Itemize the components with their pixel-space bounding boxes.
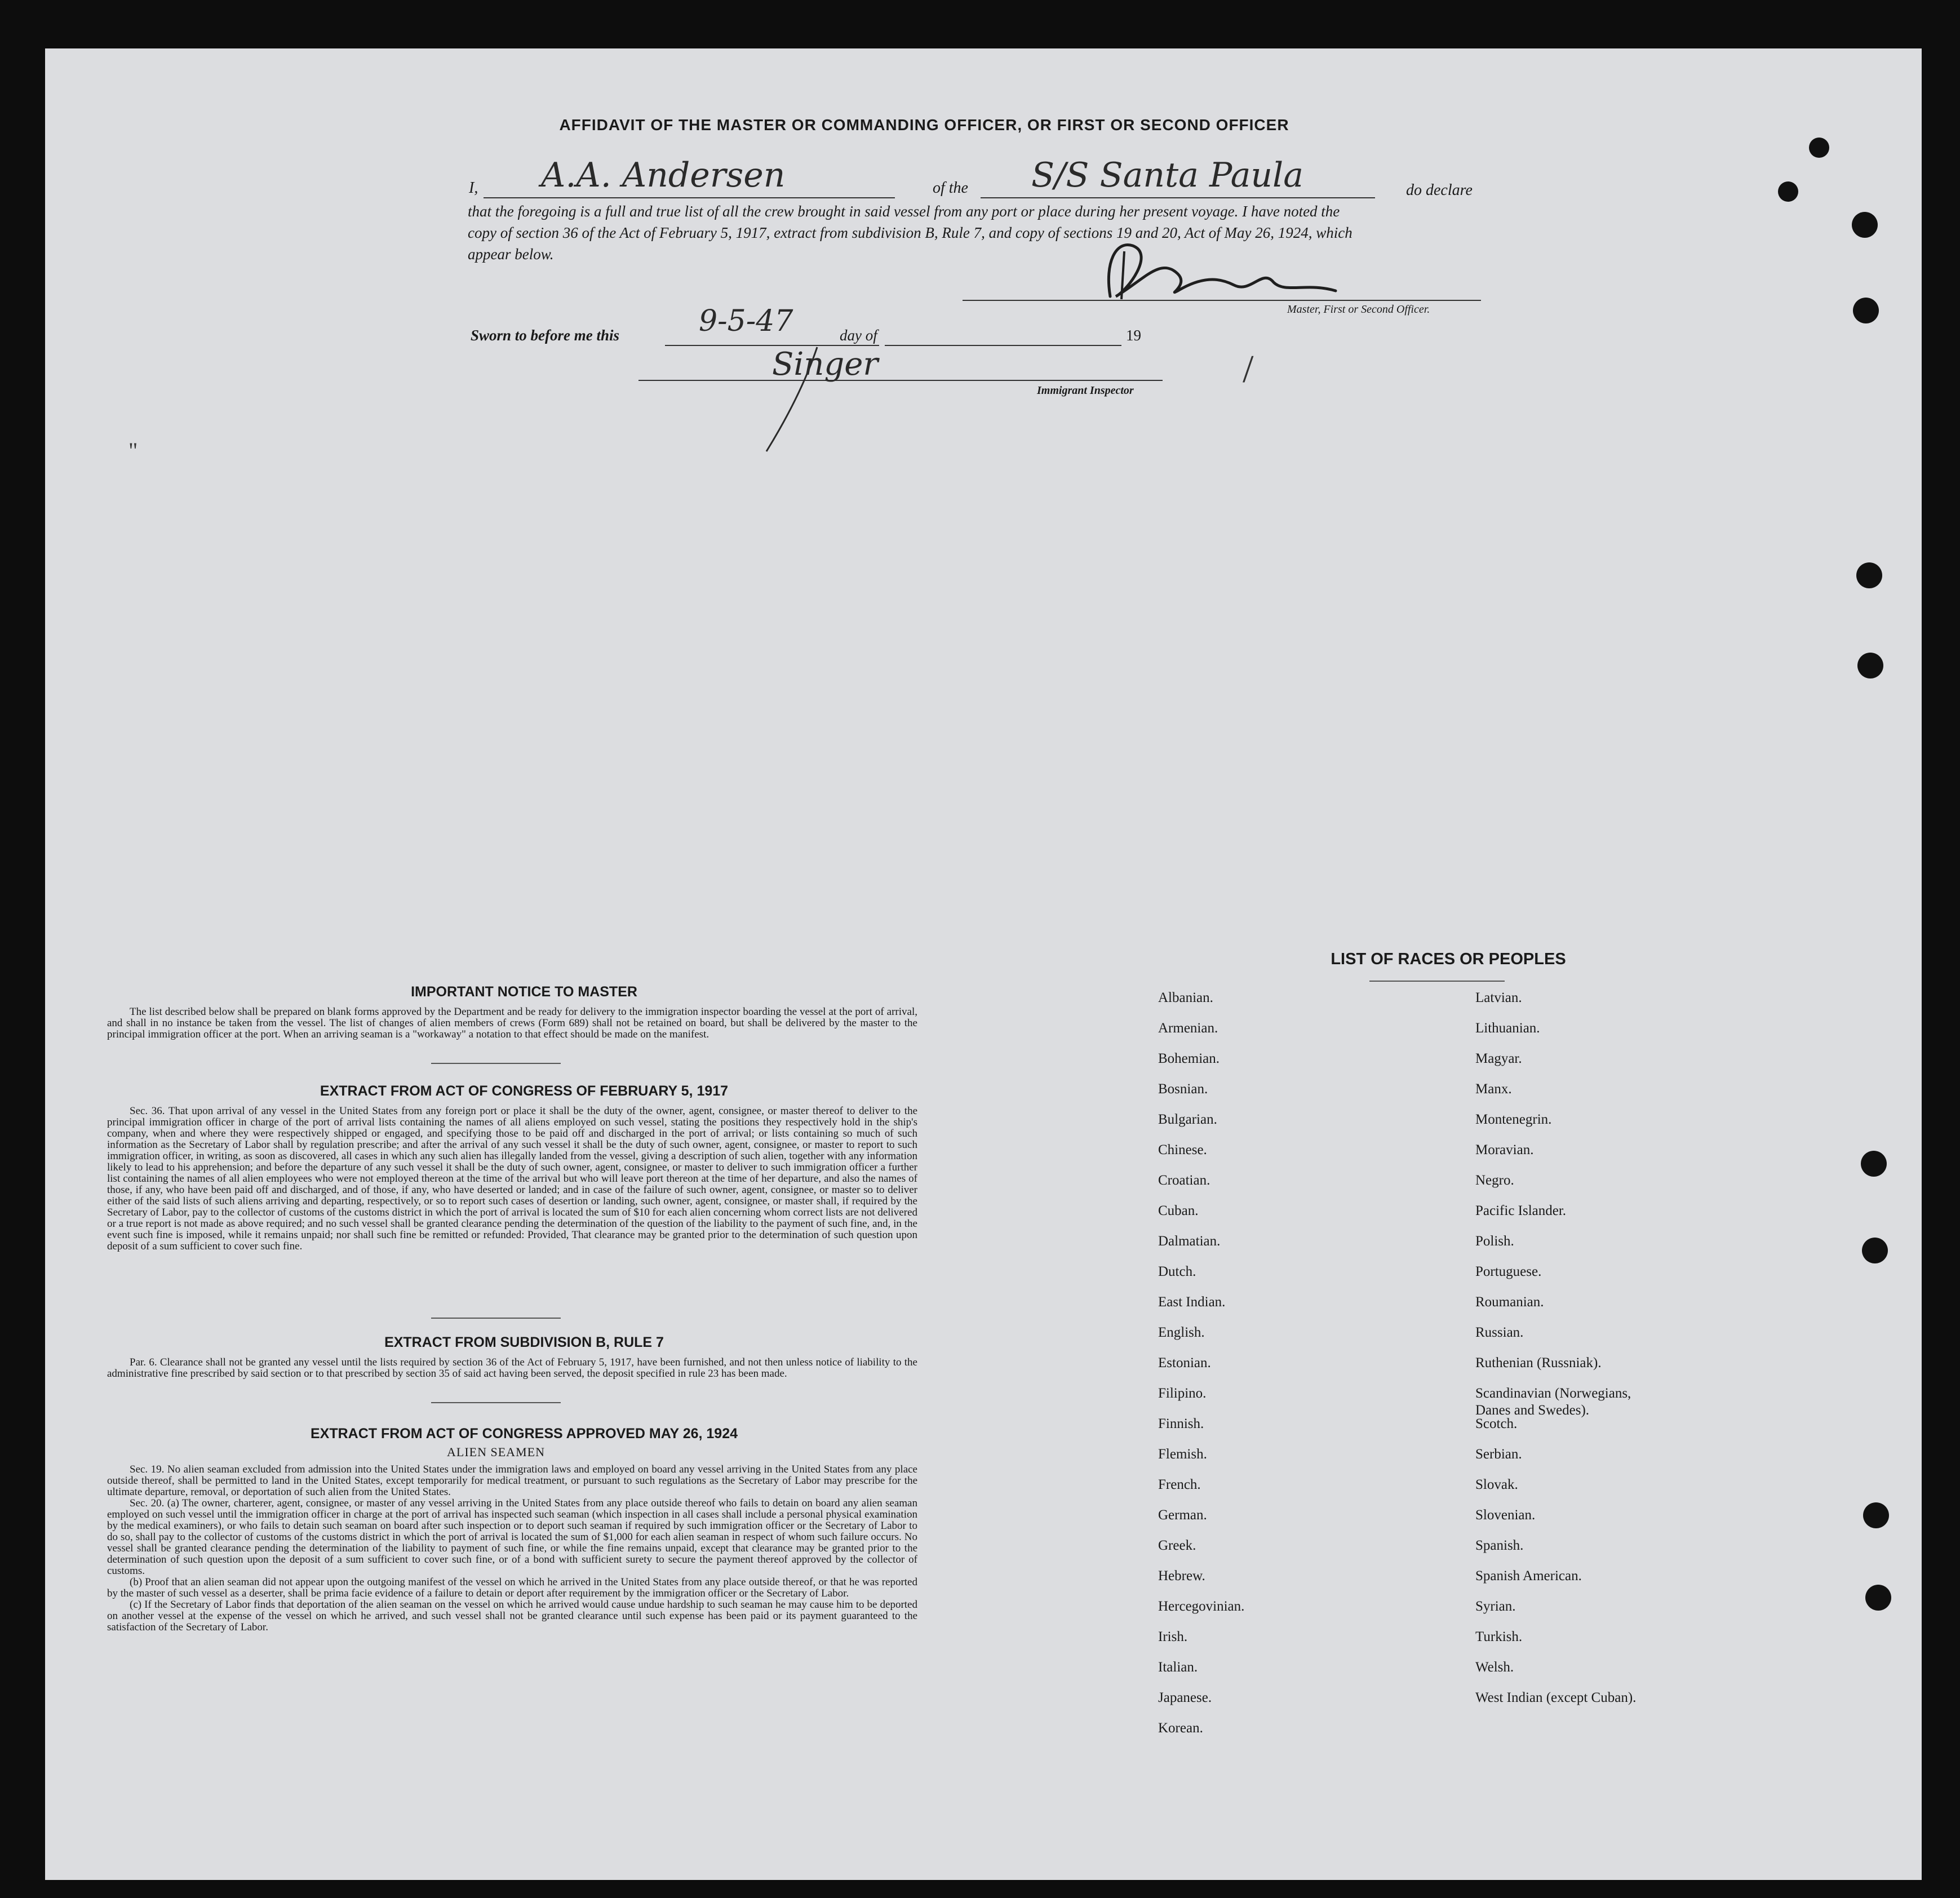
race-item: Dutch. xyxy=(1158,1264,1196,1279)
race-item: Cuban. xyxy=(1158,1203,1199,1218)
race-item: Russian. xyxy=(1475,1325,1524,1340)
race-item: Montenegrin. xyxy=(1475,1112,1552,1127)
race-item: Finnish. xyxy=(1158,1416,1204,1431)
do-declare-label: do declare xyxy=(1406,181,1473,199)
affidavit-title: AFFIDAVIT OF THE MASTER OR COMMANDING OFFICER, OR FIRST OR SECOND OFFICER xyxy=(559,116,1289,134)
race-item: Korean. xyxy=(1158,1720,1203,1736)
vessel-name-line xyxy=(981,197,1375,198)
race-item: Scandinavian (Norwegians, Danes and Swedes). xyxy=(1475,1386,1631,1418)
sworn-date: 9-5-47 xyxy=(699,304,793,338)
affidavit-line-4: appear below. xyxy=(468,246,554,263)
race-item: Bulgarian. xyxy=(1158,1112,1217,1127)
races-title: LIST OF RACES OR PEOPLES xyxy=(1331,950,1566,968)
punch-hole xyxy=(1857,653,1883,679)
punch-hole xyxy=(1861,1151,1887,1177)
affidavit-line-3: copy of section 36 of the Act of February 5, 1917, extract from subdivision B, Rule 7, and copy of sections 19 and 20, Act of May 26, 1924, which xyxy=(468,224,1353,241)
of-the-label: of the xyxy=(933,179,968,197)
sec-20b-text: (b) Proof that an alien seaman did not appear upon the outgoing manifest of the vessel on which he arrived in the United States from any place outside thereof, or that he was reported by the master of such vessel as a deserter, shall be prima facie evidence of a failure to detain or deport after requirement by the immigration officer or the Secretary of Labor. xyxy=(107,1576,917,1599)
race-item: German. xyxy=(1158,1507,1207,1523)
race-item: East Indian. xyxy=(1158,1294,1226,1310)
punch-hole xyxy=(1778,181,1798,202)
races-left-column xyxy=(1158,990,1440,1750)
race-item: Dalmatian. xyxy=(1158,1234,1221,1249)
punch-hole xyxy=(1863,1502,1889,1528)
race-item: Flemish. xyxy=(1158,1447,1207,1462)
race-item: Latvian. xyxy=(1475,990,1522,1005)
race-item: Japanese. xyxy=(1158,1690,1212,1705)
race-item: Hercegovinian. xyxy=(1158,1599,1245,1614)
race-item: Albanian. xyxy=(1158,990,1213,1005)
day-of-line xyxy=(885,345,1121,346)
i-label: I, xyxy=(469,179,478,197)
race-item: Spanish. xyxy=(1475,1538,1524,1553)
race-item: English. xyxy=(1158,1325,1205,1340)
inspector-label: Immigrant Inspector xyxy=(1037,384,1134,397)
punch-hole xyxy=(1862,1238,1888,1263)
officer-name-line xyxy=(484,197,895,198)
margin-quote-mark: " xyxy=(128,438,138,463)
inspector-signature: Singer xyxy=(772,346,879,383)
race-item: Scotch. xyxy=(1475,1416,1518,1431)
punch-hole xyxy=(1856,562,1882,588)
race-item: Slovenian. xyxy=(1475,1507,1536,1523)
inspector-signature-flourish xyxy=(755,342,823,454)
race-item: Negro. xyxy=(1475,1173,1514,1188)
race-item: Welsh. xyxy=(1475,1660,1514,1675)
races-separator xyxy=(1369,981,1505,982)
sworn-label: Sworn to before me this xyxy=(471,327,620,344)
extract-1924-title: EXTRACT FROM ACT OF CONGRESS APPROVED MAY 26, 1924 xyxy=(310,1426,738,1442)
punch-hole xyxy=(1809,138,1829,158)
punch-hole xyxy=(1865,1585,1891,1611)
race-item: Irish. xyxy=(1158,1629,1188,1644)
race-item: French. xyxy=(1158,1477,1201,1492)
master-label: Master, First or Second Officer. xyxy=(1287,303,1430,316)
race-item: Turkish. xyxy=(1475,1629,1523,1644)
race-item: Serbian. xyxy=(1475,1447,1522,1462)
rule-7-text: Par. 6. Clearance shall not be granted any vessel until the lists required by section 36 of the Act of February 5, 1917, have been furnished, and not then unless notice of liability to the administrative fine prescribed by said section or to that prescribed by section 35 of said act having been served, the deposit specified in rule 23 has been made. xyxy=(107,1356,917,1380)
notice-title: IMPORTANT NOTICE TO MASTER xyxy=(411,984,637,1000)
document-page xyxy=(45,48,1922,1880)
inspector-signature-line xyxy=(638,380,1163,381)
race-item: Filipino. xyxy=(1158,1386,1207,1401)
sec-19-text: Sec. 19. No alien seaman excluded from admission into the United States under the immigration laws and employed on board any vessel arriving in the United States from any place outside thereof, shall be permitted to land in the United States, except temporarily for medical treatment, or pursuant to such regulations as the Secretary of Labor may prescribe for the ultimate departure, removal, or deportation of such alien from the United States. xyxy=(107,1464,917,1498)
race-item: Roumanian. xyxy=(1475,1294,1544,1310)
notice-text: The list described below shall be prepared on blank forms approved by the Department and be ready for delivery to the immigration inspector boarding the vessel at the port of arrival, and shall in no instance be taken from the vessel. The list of changes of alien members of crews (Form 689) shall not be retained on board, but shall be delivered by the master to the principal immigration officer at the port. When an arriving seaman is a "workaway" a notation to that effect should be made on the manifest. xyxy=(107,1006,917,1040)
race-item: Bohemian. xyxy=(1158,1051,1220,1066)
officer-name: A.A. Andersen xyxy=(541,156,786,195)
extract-1924-subtitle: ALIEN SEAMEN xyxy=(447,1445,545,1459)
race-item: Manx. xyxy=(1475,1081,1512,1097)
extract-1917-separator xyxy=(431,1318,561,1319)
rule-7-title: EXTRACT FROM SUBDIVISION B, RULE 7 xyxy=(384,1334,664,1350)
rule-7-separator xyxy=(431,1402,561,1403)
race-item: Estonian. xyxy=(1158,1355,1211,1371)
punch-hole xyxy=(1853,298,1879,323)
vessel-name: S/S Santa Paula xyxy=(1031,156,1304,195)
punch-hole xyxy=(1852,212,1878,238)
race-item: Armenian. xyxy=(1158,1021,1218,1036)
race-item: Italian. xyxy=(1158,1660,1198,1675)
race-item: Greek. xyxy=(1158,1538,1196,1553)
race-item: Moravian. xyxy=(1475,1142,1534,1158)
day-of-label: day of xyxy=(840,327,877,344)
extract-1917-title: EXTRACT FROM ACT OF CONGRESS OF FEBRUARY 5, 1917 xyxy=(320,1083,729,1099)
race-item: West Indian (except Cuban). xyxy=(1475,1690,1637,1705)
race-item: Chinese. xyxy=(1158,1142,1207,1158)
affidavit-line-2: that the foregoing is a full and true list of all the crew brought in said vessel from any port or place during her present voyage. I have noted the xyxy=(468,203,1340,220)
race-item: Lithuanian. xyxy=(1475,1021,1540,1036)
extract-1924-body xyxy=(107,1464,917,1633)
races-right-column xyxy=(1475,990,1813,1720)
stray-mark: / xyxy=(1243,348,1254,391)
race-item: Portuguese. xyxy=(1475,1264,1542,1279)
race-item: Hebrew. xyxy=(1158,1568,1205,1584)
race-item: Ruthenian (Russniak). xyxy=(1475,1355,1602,1371)
race-item: Syrian. xyxy=(1475,1599,1516,1614)
notice-separator xyxy=(431,1063,561,1064)
extract-1917-text: Sec. 36. That upon arrival of any vessel in the United States from any foreign port or place it shall be the duty of the owner, agent, consignee, or master thereof to deliver to the principal immigration officer in charge of the port of arrival lists containing the names of all aliens employed on such vessel, stating the positions they respectively hold in the ship's company, when and where they were respectively shipped or engaged, and specifying those to be paid off and discharged in the port of arrival; or lists containing so much of such information as the Secretary of Labor shall by regulation prescribe; and after the arrival of any such vessel it shall be the duty of such owner, agent, consignee, or master to report to such immigration officer, in writing, as soon as discovered, all cases in which any such alien has illegally landed from the vessel, giving a description of such alien, together with any information likely to lead to his apprehension; and before the departure of any such vessel it shall be the duty of such owner, agent, consignee, or master to deliver to such immigration officer a further list containing the names of all alien employees who were not employed thereon at the time of the arrival but who will leave port thereon at the time of her departure, and also the names of those, if any, who have been paid off and discharged, and of those, if any, who have deserted or landed; and in case of the failure of such owner, agent, consignee, or master so to deliver either of the said lists of such aliens arriving and departing, respectively, or so to report such cases of desertion or landing, such owner, agent, consignee, or master shall, if required by the Secretary of Labor, pay to the collector of customs of the customs district in which the port of arrival is located the sum of $10 for each alien concerning whom correct lists are not delivered or a true report is not made as above required; and no such vessel shall be granted clearance pending the determination of the question of the liability to the payment of such fine, and, in the event such fine is imposed, while it remains unpaid; nor shall such fine be remitted or refunded: Provided, That clearance may be granted prior to the determination of such question upon deposit of a sum sufficient to cover such fine. xyxy=(107,1105,917,1252)
race-item: Polish. xyxy=(1475,1234,1514,1249)
sec-20c-text: (c) If the Secretary of Labor finds that deportation of the alien seaman on the vessel on which he arrived would cause undue hardship to such seaman he may cause him to be deported on another vessel at the expense of the vessel on which he arrived, and such vessel shall not be granted clearance until such expense has been paid or its payment guaranteed to the satisfaction of the Secretary of Labor. xyxy=(107,1599,917,1633)
race-item: Magyar. xyxy=(1475,1051,1522,1066)
year-prefix: 19 xyxy=(1126,327,1141,344)
race-item: Pacific Islander. xyxy=(1475,1203,1567,1218)
race-item: Croatian. xyxy=(1158,1173,1210,1188)
race-item: Bosnian. xyxy=(1158,1081,1208,1097)
race-item: Spanish American. xyxy=(1475,1568,1582,1584)
race-item: Slovak. xyxy=(1475,1477,1518,1492)
master-signature-line xyxy=(963,300,1481,301)
sec-20a-text: Sec. 20. (a) The owner, charterer, agent, consignee, or master of any vessel arriving in the United States from any place outside thereof who fails to detain on board any alien seaman employed on such vessel until the immigration officer in charge at the port of arrival has inspected such seaman (which inspection in all cases shall include a personal physical examination by the medical examiners), or who fails to detain such seaman on board after such inspection or to deport such seaman if required by such immigration officer or the Secretary of Labor to do so, shall pay to the collector of customs of the customs district in which the port of arrival is located the sum of $1,000 for each alien seaman in respect of whom such failure occurs. No vessel shall be granted clearance pending the determination of the liability to payment of such fine, or while the fine remains unpaid, except that clearance may be granted prior to the determination of such question upon the deposit of a sum sufficient to cover such fine, or of a bond with sufficient surety to secure the payment thereof approved by the collector of customs. xyxy=(107,1497,917,1577)
